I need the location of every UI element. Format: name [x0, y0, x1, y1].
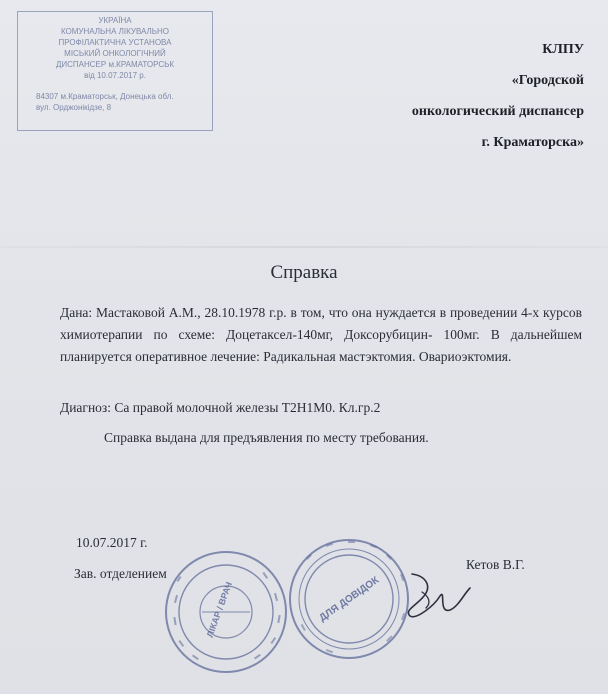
diagnosis-line: Диагноз: Са правой молочной железы T2H1M0. Кл.гр.2	[60, 400, 381, 415]
addressee-line: «Городской	[511, 73, 584, 88]
document-date: 10.07.2017 г.	[76, 535, 148, 550]
paper-fold	[0, 246, 608, 248]
doctor-seal-text: ЛІКАР / ВРАЧ	[204, 580, 235, 639]
corner-stamp-address: вул. Орджонікідзе, 8	[36, 103, 112, 112]
corner-stamp-line: МІСЬКИЙ ОНКОЛОГІЧНИЙ	[64, 49, 166, 58]
corner-stamp-line: ДИСПАНСЕР м.КРАМАТОРСЬК	[55, 60, 175, 69]
corner-stamp-line: КОМУНАЛЬНА ЛІКУВАЛЬНО	[60, 27, 170, 36]
corner-stamp	[17, 11, 213, 131]
handwritten-signature	[392, 566, 482, 626]
issued-note: Справка выдана для предъявления по месту требования.	[104, 430, 429, 445]
corner-stamp-line: УКРАЇНА	[98, 16, 132, 25]
department-head-label: Зав. отделением	[74, 566, 167, 581]
document-title: Справка	[270, 262, 338, 283]
corner-stamp-address: 84307 м.Краматорськ, Донецька обл.	[36, 92, 174, 101]
doctor-seal	[162, 548, 290, 676]
addressee-line: КЛПУ	[542, 42, 584, 57]
addressee-line: г. Краматорска»	[481, 135, 584, 150]
certificate-body: Дана: Мастаковой А.М., 28.10.1978 г.р. в том, что она нуждается в проведении 4-х курсов химиотерапии по схеме: Доцетаксел-140мг, Доксорубицин- 100мг. В дальнейшем планируется оперативное лечение: Радикальная мастэктомия. Овариоэктомия.	[60, 305, 582, 364]
corner-stamp-line: ПРОФІЛАКТИЧНА УСТАНОВА	[58, 38, 172, 47]
addressee-line: онкологический диспансер	[411, 104, 584, 119]
doctor-name: Кетов В.Г.	[466, 557, 525, 572]
addressee-block	[412, 34, 584, 158]
corner-stamp-line: від 10.07.2017 р.	[84, 71, 146, 80]
certificate-seal-text: ДЛЯ ДОВІДОК	[317, 574, 382, 624]
